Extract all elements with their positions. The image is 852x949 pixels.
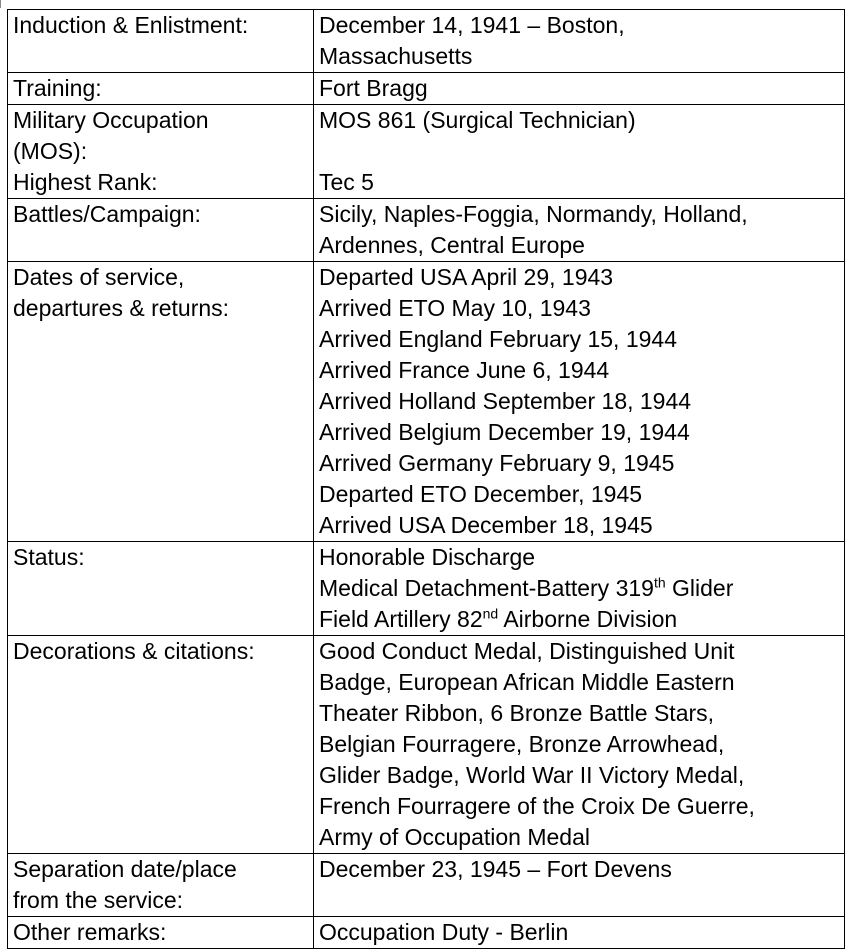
unit-line-1 [319,573,838,604]
label-text: Dates of service, [13,264,185,290]
table-row [8,854,845,917]
label-text: Decorations & citations: [13,638,255,664]
value-text: Badge, European African Middle Eastern [319,669,735,695]
value-text: Occupation Duty - Berlin [319,919,569,945]
value-text: Arrived Germany February 9, 1945 [319,450,675,476]
value-text: Glider Badge, World War II Victory Medal, [319,762,745,788]
row-label-dates [8,262,314,542]
row-label-battles [8,199,314,262]
table-row [8,636,845,854]
value-text: Departed ETO December, 1945 [319,481,643,507]
row-label-decorations [8,636,314,854]
service-record-table [7,9,845,949]
label-text: Status: [13,544,85,570]
table-row [8,917,845,949]
row-label-status [8,542,314,636]
value-text: French Fourragere of the Croix De Guerre, [319,793,755,819]
row-value-remarks [314,917,845,949]
label-text: from the service: [13,887,183,913]
table-row [8,262,845,542]
value-text: Good Conduct Medal, Distinguished Unit [319,638,735,664]
value-text: Army of Occupation Medal [319,824,591,850]
value-text: MOS 861 (Surgical Technician) [319,107,636,133]
ordinal-suffix: nd [482,605,499,622]
label-text: Separation date/place [13,856,237,882]
row-label-induction [8,10,314,73]
table-row [8,542,845,636]
label-text: Battles/Campaign: [13,201,201,227]
table-row [8,105,845,199]
row-value-decorations [314,636,845,854]
unit-text: Field Artillery 82 [319,606,483,632]
row-label-remarks [8,917,314,949]
row-label-mos [8,105,314,199]
label-text: (MOS): [13,138,88,164]
value-text: Departed USA April 29, 1943 [319,264,614,290]
value-text: Sicily, Naples-Foggia, Normandy, Holland, [319,201,748,227]
value-text: Belgian Fourragere, Bronze Arrowhead, [319,731,725,757]
label-text: Induction & Enlistment: [13,12,249,38]
label-text: Military Occupation [13,107,209,133]
label-text: departures & returns: [13,295,230,321]
row-value-dates [314,262,845,542]
value-text: Honorable Discharge [319,544,536,570]
value-text: Fort Bragg [319,75,428,101]
unit-text: Airborne Division [498,606,678,632]
value-text: Arrived ETO May 10, 1943 [319,295,591,321]
row-value-battles [314,199,845,262]
row-value-mos [314,105,845,199]
value-text: Arrived Belgium December 19, 1944 [319,419,690,445]
value-text: December 14, 1941 – Boston, [319,12,625,38]
label-text: Other remarks: [13,919,167,945]
page-edge-mark [0,0,1,8]
row-value-training [314,73,845,105]
value-text: Ardennes, Central Europe [319,232,585,258]
value-text: Theater Ribbon, 6 Bronze Battle Stars, [319,700,715,726]
unit-text: Medical Detachment-Battery 319 [319,575,654,601]
value-text: Arrived USA December 18, 1945 [319,512,653,538]
table-row [8,199,845,262]
row-value-status [314,542,845,636]
row-label-separation [8,854,314,917]
table-row [8,10,845,73]
row-label-training [8,73,314,105]
service-record-body [8,10,845,949]
value-text: Massachusetts [319,43,473,69]
value-text: December 23, 1945 – Fort Devens [319,856,672,882]
value-text: Tec 5 [319,169,374,195]
row-value-separation [314,854,845,917]
value-text: Arrived France June 6, 1944 [319,357,610,383]
value-text: Arrived Holland September 18, 1944 [319,388,692,414]
value-text: Arrived England February 15, 1944 [319,326,677,352]
value-text-blank [319,136,838,167]
row-value-induction [314,10,845,73]
unit-line-2 [319,604,838,635]
label-text: Training: [13,75,102,101]
ordinal-suffix: th [653,574,666,591]
unit-text: Glider [665,575,734,601]
label-text: Highest Rank: [13,169,158,195]
table-row [8,73,845,105]
